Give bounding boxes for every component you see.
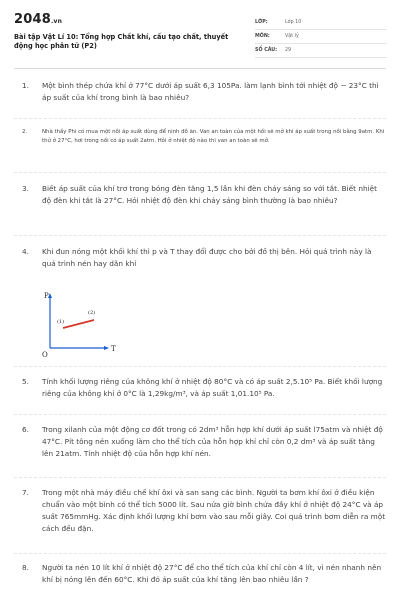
logo-main: 2048 — [14, 12, 51, 27]
question-2 — [14, 128, 386, 146]
question-8 — [14, 562, 386, 586]
question-number: 5. — [22, 377, 29, 386]
logo-suffix: .vn — [50, 18, 63, 25]
meta-value: Lớp 10 — [285, 20, 302, 25]
point-2-label: (2) — [88, 310, 96, 316]
t-axis-label: T — [111, 345, 116, 353]
divider — [14, 366, 386, 367]
question-text: Biết áp suất của khí trơ trong bóng đèn tăng 1,5 lần khi đèn cháy sáng so với tắt. Biết nhiệt độ đèn khi tắt là 27°C. Hỏi nhiệt độ đèn khi cháy sáng bình thường là bao nhiêu? — [42, 184, 377, 205]
question-text: Khi đun nóng một khối khí thì p và T thay đổi được cho bởi đồ thị bên. Hỏi quá trình này là quá trình nén hay dãn khí — [42, 247, 372, 268]
question-number: 2. — [22, 129, 28, 135]
t-axis-arrow-icon — [104, 346, 109, 350]
meta-row-mon — [255, 30, 387, 44]
meta-row-lop — [255, 16, 387, 30]
question-text: Nhà thầy Phi có mua một nồi áp suất dùng để ninh đồ ăn. Van an toàn của một hồi sẽ mở khi áp suất trong nồi bằng 9atm. Khi thử ở 27°C, hơi trong nồi có áp suất 2atm. Hỏi ở nhiệt độ nào thì van an toàn sẽ mở. — [42, 129, 385, 144]
question-text: Người ta nén 10 lít khí ở nhiệt độ 27°C để cho thể tích của khí chỉ còn 4 lít, vì nén nhanh nên khí bị nóng lên đến 60°C. Khi đó áp suất của khí tăng lên bao nhiêu lần ? — [42, 563, 382, 584]
divider — [14, 235, 386, 236]
divider — [14, 553, 386, 554]
question-text: Một bình thép chứa khí ở 77°C dưới áp suất 6,3 105Pa. làm lạnh bình tới nhiệt độ − 23°C thì áp suất của khí trong bình là bao nhiêu? — [42, 81, 379, 102]
pt-graph — [42, 290, 132, 360]
p-axis-label: P — [44, 292, 49, 300]
meta-value: Vật lý — [285, 34, 299, 39]
divider — [14, 414, 386, 415]
header-divider — [14, 68, 386, 69]
point-1-label: (1) — [57, 319, 65, 325]
meta-value: 29 — [285, 48, 292, 53]
meta-label: MÔN: — [255, 34, 270, 39]
question-number: 1. — [22, 81, 29, 90]
question-number: 4. — [22, 247, 29, 256]
question-4 — [14, 246, 386, 270]
question-number: 7. — [22, 488, 29, 497]
question-text: Tính khối lượng riêng của không khí ở nhiệt độ 80°C và có áp suất 2,5.10⁵ Pa. Biết khối lượng riêng của không khí ở 0°C là 1,29kg/m³, và áp suất 1,01.10⁵ Pa. — [42, 377, 383, 398]
question-6 — [14, 424, 386, 460]
question-3 — [14, 183, 386, 207]
divider — [14, 172, 386, 173]
meta-table — [255, 16, 387, 58]
header — [0, 0, 400, 66]
meta-label: LỚP: — [255, 20, 268, 25]
question-5 — [14, 376, 386, 400]
site-logo[interactable] — [14, 12, 62, 27]
question-number: 3. — [22, 184, 29, 193]
question-number: 6. — [22, 425, 29, 434]
page-title: Bài tập Vật Lí 10: Tổng hợp Chất khí, cấu tạo chất, thuyết động học phân tử (P2) — [14, 33, 229, 50]
question-number: 8. — [22, 563, 29, 572]
meta-row-socau — [255, 44, 387, 58]
origin-label: O — [42, 351, 48, 359]
divider — [14, 118, 386, 119]
meta-label: SỐ CÂU: — [255, 48, 278, 53]
question-1 — [14, 80, 386, 104]
question-text: Trong xilanh của một động cơ đốt trong có 2dm³ hỗn hợp khí dưới áp suất l75atm và nhiệt độ 47°C. Pít tông nén xuống làm cho thể tích của hỗn hợp khí chỉ còn 0,2 dm³ và áp suất tăng lên 21atm. Tính nhiệt độ của hỗn hợp khí nén. — [42, 425, 383, 458]
divider — [14, 477, 386, 478]
question-7 — [14, 487, 386, 535]
process-line — [63, 320, 94, 328]
question-text: Trong một nhà máy điều chế khí ôxi và san sang các bình. Người ta bơm khí ôxi ở điều kiện chuẩn vào một bình có thể tích 5000 lít. Sau nửa giờ bình chứa đầy khí ở nhiệt độ 24°C và áp suất 765mmHg. Xác định khối lượng khí bơm vào sau mỗi giây. Coi quá trình bơm diễn ra một cách đều đặn. — [42, 488, 386, 533]
